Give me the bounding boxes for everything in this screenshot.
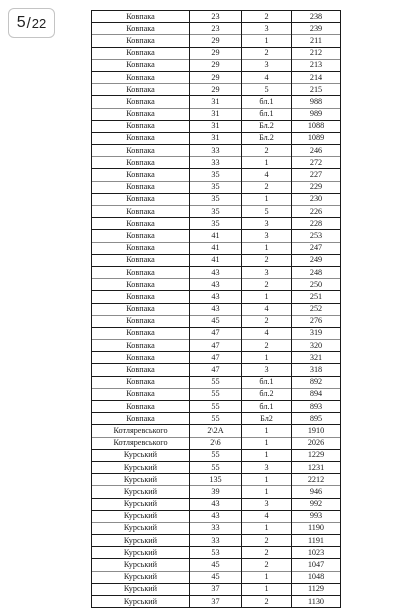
table-row bbox=[92, 218, 341, 230]
house-number-cell: 33 bbox=[190, 535, 242, 547]
table-row bbox=[92, 388, 341, 400]
house-number-cell: 47 bbox=[190, 352, 242, 364]
house-number-cell: 43 bbox=[190, 279, 242, 291]
apartment-cell: 1 bbox=[242, 291, 292, 303]
record-number-cell: 239 bbox=[292, 23, 341, 35]
house-number-cell: 43 bbox=[190, 266, 242, 278]
street-cell: Курський bbox=[92, 583, 190, 595]
house-number-cell: 55 bbox=[190, 376, 242, 388]
apartment-cell: 5 bbox=[242, 206, 292, 218]
street-cell: Ковпака bbox=[92, 23, 190, 35]
house-number-cell: 47 bbox=[190, 327, 242, 339]
apartment-cell: 3 bbox=[242, 266, 292, 278]
street-cell: Ковпака bbox=[92, 84, 190, 96]
apartment-cell: 2 bbox=[242, 315, 292, 327]
apartment-cell: 1 bbox=[242, 425, 292, 437]
table-row bbox=[92, 279, 341, 291]
table-row bbox=[92, 35, 341, 47]
street-cell: Ковпака bbox=[92, 327, 190, 339]
record-number-cell: 2026 bbox=[292, 437, 341, 449]
house-number-cell: 39 bbox=[190, 486, 242, 498]
house-number-cell: 33 bbox=[190, 157, 242, 169]
apartment-cell: бл.2 bbox=[242, 388, 292, 400]
record-number-cell: 226 bbox=[292, 206, 341, 218]
table-row bbox=[92, 449, 341, 461]
apartment-cell: 3 bbox=[242, 218, 292, 230]
street-cell: Ковпака bbox=[92, 303, 190, 315]
street-cell: Котляревського bbox=[92, 437, 190, 449]
table-row bbox=[92, 157, 341, 169]
apartment-cell: Бл.2 bbox=[242, 120, 292, 132]
table-row bbox=[92, 254, 341, 266]
apartment-cell: 3 bbox=[242, 498, 292, 510]
address-table-body bbox=[92, 11, 341, 608]
table-row bbox=[92, 571, 341, 583]
street-cell: Ковпака bbox=[92, 376, 190, 388]
house-number-cell: 43 bbox=[190, 510, 242, 522]
street-cell: Ковпака bbox=[92, 193, 190, 205]
apartment-cell: 1 bbox=[242, 242, 292, 254]
house-number-cell: 2\2А bbox=[190, 425, 242, 437]
apartment-cell: 1 bbox=[242, 522, 292, 534]
street-cell: Курський bbox=[92, 474, 190, 486]
table-row bbox=[92, 486, 341, 498]
house-number-cell: 2\6 bbox=[190, 437, 242, 449]
record-number-cell: 272 bbox=[292, 157, 341, 169]
record-number-cell: 318 bbox=[292, 364, 341, 376]
record-number-cell: 1190 bbox=[292, 522, 341, 534]
table-row bbox=[92, 193, 341, 205]
apartment-cell: 2 bbox=[242, 559, 292, 571]
table-row bbox=[92, 510, 341, 522]
apartment-cell: 2 bbox=[242, 547, 292, 559]
house-number-cell: 23 bbox=[190, 11, 242, 23]
apartment-cell: 2 bbox=[242, 279, 292, 291]
record-number-cell: 1047 bbox=[292, 559, 341, 571]
house-number-cell: 47 bbox=[190, 364, 242, 376]
house-number-cell: 45 bbox=[190, 571, 242, 583]
house-number-cell: 43 bbox=[190, 291, 242, 303]
street-cell: Ковпака bbox=[92, 279, 190, 291]
record-number-cell: 246 bbox=[292, 145, 341, 157]
record-number-cell: 321 bbox=[292, 352, 341, 364]
record-number-cell: 276 bbox=[292, 315, 341, 327]
current-page-number: 5 bbox=[16, 14, 26, 31]
street-cell: Ковпака bbox=[92, 364, 190, 376]
street-cell: Котляревського bbox=[92, 425, 190, 437]
table-row bbox=[92, 315, 341, 327]
house-number-cell: 35 bbox=[190, 218, 242, 230]
street-cell: Ковпака bbox=[92, 266, 190, 278]
record-number-cell: 248 bbox=[292, 266, 341, 278]
record-number-cell: 227 bbox=[292, 169, 341, 181]
apartment-cell: 3 bbox=[242, 364, 292, 376]
street-cell: Курський bbox=[92, 547, 190, 559]
record-number-cell: 214 bbox=[292, 71, 341, 83]
record-number-cell: 1229 bbox=[292, 449, 341, 461]
record-number-cell: 2212 bbox=[292, 474, 341, 486]
house-number-cell: 31 bbox=[190, 120, 242, 132]
record-number-cell: 1191 bbox=[292, 535, 341, 547]
table-row bbox=[92, 583, 341, 595]
record-number-cell: 1088 bbox=[292, 120, 341, 132]
table-row bbox=[92, 425, 341, 437]
apartment-cell: 4 bbox=[242, 303, 292, 315]
apartment-cell: 1 bbox=[242, 193, 292, 205]
table-row bbox=[92, 303, 341, 315]
apartment-cell: 1 bbox=[242, 486, 292, 498]
record-number-cell: 252 bbox=[292, 303, 341, 315]
record-number-cell: 946 bbox=[292, 486, 341, 498]
record-number-cell: 1910 bbox=[292, 425, 341, 437]
apartment-cell: 1 bbox=[242, 571, 292, 583]
house-number-cell: 41 bbox=[190, 230, 242, 242]
table-row bbox=[92, 23, 341, 35]
record-number-cell: 993 bbox=[292, 510, 341, 522]
table-row bbox=[92, 206, 341, 218]
apartment-cell: Бл.2 bbox=[242, 132, 292, 144]
street-cell: Ковпака bbox=[92, 47, 190, 59]
house-number-cell: 35 bbox=[190, 193, 242, 205]
house-number-cell: 29 bbox=[190, 47, 242, 59]
table-row bbox=[92, 145, 341, 157]
table-row bbox=[92, 522, 341, 534]
table-row bbox=[92, 498, 341, 510]
street-cell: Ковпака bbox=[92, 181, 190, 193]
street-cell: Ковпака bbox=[92, 145, 190, 157]
house-number-cell: 29 bbox=[190, 59, 242, 71]
apartment-cell: бл.1 bbox=[242, 376, 292, 388]
apartment-cell: 2 bbox=[242, 11, 292, 23]
address-table bbox=[91, 10, 341, 608]
apartment-cell: 3 bbox=[242, 59, 292, 71]
apartment-cell: 2 bbox=[242, 181, 292, 193]
street-cell: Ковпака bbox=[92, 413, 190, 425]
table-row bbox=[92, 535, 341, 547]
record-number-cell: 1130 bbox=[292, 596, 341, 608]
house-number-cell: 31 bbox=[190, 96, 242, 108]
street-cell: Ковпака bbox=[92, 218, 190, 230]
house-number-cell: 37 bbox=[190, 596, 242, 608]
record-number-cell: 1129 bbox=[292, 583, 341, 595]
page-separator: / bbox=[26, 14, 31, 32]
street-cell: Ковпака bbox=[92, 71, 190, 83]
street-cell: Курський bbox=[92, 522, 190, 534]
record-number-cell: 1089 bbox=[292, 132, 341, 144]
table-row bbox=[92, 596, 341, 608]
street-cell: Курський bbox=[92, 486, 190, 498]
table-row bbox=[92, 84, 341, 96]
apartment-cell: 1 bbox=[242, 157, 292, 169]
apartment-cell: 4 bbox=[242, 71, 292, 83]
house-number-cell: 29 bbox=[190, 35, 242, 47]
record-number-cell: 229 bbox=[292, 181, 341, 193]
apartment-cell: 3 bbox=[242, 23, 292, 35]
record-number-cell: 253 bbox=[292, 230, 341, 242]
house-number-cell: 31 bbox=[190, 108, 242, 120]
street-cell: Ковпака bbox=[92, 169, 190, 181]
street-cell: Курський bbox=[92, 596, 190, 608]
street-cell: Ковпака bbox=[92, 352, 190, 364]
table-row bbox=[92, 474, 341, 486]
apartment-cell: 1 bbox=[242, 35, 292, 47]
house-number-cell: 31 bbox=[190, 132, 242, 144]
record-number-cell: 249 bbox=[292, 254, 341, 266]
street-cell: Ковпака bbox=[92, 340, 190, 352]
house-number-cell: 29 bbox=[190, 71, 242, 83]
house-number-cell: 43 bbox=[190, 498, 242, 510]
table-row bbox=[92, 461, 341, 473]
house-number-cell: 55 bbox=[190, 413, 242, 425]
table-row bbox=[92, 11, 341, 23]
street-cell: Курський bbox=[92, 559, 190, 571]
street-cell: Курський bbox=[92, 449, 190, 461]
record-number-cell: 892 bbox=[292, 376, 341, 388]
record-number-cell: 238 bbox=[292, 11, 341, 23]
street-cell: Ковпака bbox=[92, 315, 190, 327]
apartment-cell: 1 bbox=[242, 352, 292, 364]
table-row bbox=[92, 266, 341, 278]
apartment-cell: бл.1 bbox=[242, 108, 292, 120]
street-cell: Ковпака bbox=[92, 157, 190, 169]
record-number-cell: 989 bbox=[292, 108, 341, 120]
table-row bbox=[92, 413, 341, 425]
apartment-cell: 3 bbox=[242, 230, 292, 242]
house-number-cell: 35 bbox=[190, 206, 242, 218]
record-number-cell: 215 bbox=[292, 84, 341, 96]
record-number-cell: 320 bbox=[292, 340, 341, 352]
house-number-cell: 41 bbox=[190, 254, 242, 266]
street-cell: Ковпака bbox=[92, 206, 190, 218]
table-row bbox=[92, 47, 341, 59]
house-number-cell: 23 bbox=[190, 23, 242, 35]
table-row bbox=[92, 547, 341, 559]
table-row bbox=[92, 340, 341, 352]
house-number-cell: 35 bbox=[190, 181, 242, 193]
house-number-cell: 33 bbox=[190, 145, 242, 157]
street-cell: Ковпака bbox=[92, 59, 190, 71]
street-cell: Курський bbox=[92, 498, 190, 510]
street-cell: Ковпака bbox=[92, 120, 190, 132]
apartment-cell: Бл2 bbox=[242, 413, 292, 425]
house-number-cell: 55 bbox=[190, 388, 242, 400]
house-number-cell: 37 bbox=[190, 583, 242, 595]
table-row bbox=[92, 181, 341, 193]
record-number-cell: 893 bbox=[292, 401, 341, 413]
street-cell: Ковпака bbox=[92, 242, 190, 254]
apartment-cell: 2 bbox=[242, 340, 292, 352]
table-row bbox=[92, 401, 341, 413]
street-cell: Курський bbox=[92, 510, 190, 522]
apartment-cell: 4 bbox=[242, 169, 292, 181]
record-number-cell: 895 bbox=[292, 413, 341, 425]
page-indicator bbox=[8, 8, 55, 38]
street-cell: Ковпака bbox=[92, 108, 190, 120]
house-number-cell: 45 bbox=[190, 559, 242, 571]
table-row bbox=[92, 120, 341, 132]
table-row bbox=[92, 291, 341, 303]
apartment-cell: 1 bbox=[242, 437, 292, 449]
street-cell: Ковпака bbox=[92, 401, 190, 413]
street-cell: Курський bbox=[92, 571, 190, 583]
street-cell: Ковпака bbox=[92, 230, 190, 242]
record-number-cell: 228 bbox=[292, 218, 341, 230]
table-row bbox=[92, 437, 341, 449]
street-cell: Ковпака bbox=[92, 35, 190, 47]
record-number-cell: 250 bbox=[292, 279, 341, 291]
record-number-cell: 894 bbox=[292, 388, 341, 400]
street-cell: Ковпака bbox=[92, 96, 190, 108]
apartment-cell: 1 bbox=[242, 474, 292, 486]
apartment-cell: 4 bbox=[242, 510, 292, 522]
table-row bbox=[92, 230, 341, 242]
table-row bbox=[92, 376, 341, 388]
apartment-cell: 2 bbox=[242, 596, 292, 608]
apartment-cell: 5 bbox=[242, 84, 292, 96]
house-number-cell: 35 bbox=[190, 169, 242, 181]
table-row bbox=[92, 169, 341, 181]
record-number-cell: 213 bbox=[292, 59, 341, 71]
street-cell: Курський bbox=[92, 461, 190, 473]
record-number-cell: 230 bbox=[292, 193, 341, 205]
apartment-cell: 2 bbox=[242, 254, 292, 266]
table-row bbox=[92, 327, 341, 339]
apartment-cell: 2 bbox=[242, 535, 292, 547]
apartment-cell: бл.1 bbox=[242, 96, 292, 108]
street-cell: Ковпака bbox=[92, 11, 190, 23]
house-number-cell: 41 bbox=[190, 242, 242, 254]
record-number-cell: 992 bbox=[292, 498, 341, 510]
apartment-cell: 1 bbox=[242, 583, 292, 595]
house-number-cell: 45 bbox=[190, 315, 242, 327]
table-row bbox=[92, 242, 341, 254]
record-number-cell: 247 bbox=[292, 242, 341, 254]
street-cell: Ковпака bbox=[92, 291, 190, 303]
house-number-cell: 135 bbox=[190, 474, 242, 486]
apartment-cell: бл.1 bbox=[242, 401, 292, 413]
table-row bbox=[92, 364, 341, 376]
apartment-cell: 2 bbox=[242, 145, 292, 157]
record-number-cell: 212 bbox=[292, 47, 341, 59]
total-pages-number: 22 bbox=[31, 15, 47, 31]
street-cell: Ковпака bbox=[92, 388, 190, 400]
table-row bbox=[92, 71, 341, 83]
record-number-cell: 1023 bbox=[292, 547, 341, 559]
street-cell: Ковпака bbox=[92, 254, 190, 266]
house-number-cell: 29 bbox=[190, 84, 242, 96]
street-cell: Ковпака bbox=[92, 132, 190, 144]
table-row bbox=[92, 108, 341, 120]
table-row bbox=[92, 132, 341, 144]
record-number-cell: 1048 bbox=[292, 571, 341, 583]
house-number-cell: 53 bbox=[190, 547, 242, 559]
house-number-cell: 43 bbox=[190, 303, 242, 315]
apartment-cell: 3 bbox=[242, 461, 292, 473]
table-row bbox=[92, 352, 341, 364]
apartment-cell: 2 bbox=[242, 47, 292, 59]
record-number-cell: 251 bbox=[292, 291, 341, 303]
house-number-cell: 55 bbox=[190, 401, 242, 413]
house-number-cell: 33 bbox=[190, 522, 242, 534]
record-number-cell: 211 bbox=[292, 35, 341, 47]
house-number-cell: 47 bbox=[190, 340, 242, 352]
street-cell: Курський bbox=[92, 535, 190, 547]
record-number-cell: 1231 bbox=[292, 461, 341, 473]
table-row bbox=[92, 559, 341, 571]
record-number-cell: 988 bbox=[292, 96, 341, 108]
apartment-cell: 4 bbox=[242, 327, 292, 339]
house-number-cell: 55 bbox=[190, 449, 242, 461]
table-row bbox=[92, 59, 341, 71]
table-row bbox=[92, 96, 341, 108]
record-number-cell: 319 bbox=[292, 327, 341, 339]
house-number-cell: 55 bbox=[190, 461, 242, 473]
apartment-cell: 1 bbox=[242, 449, 292, 461]
